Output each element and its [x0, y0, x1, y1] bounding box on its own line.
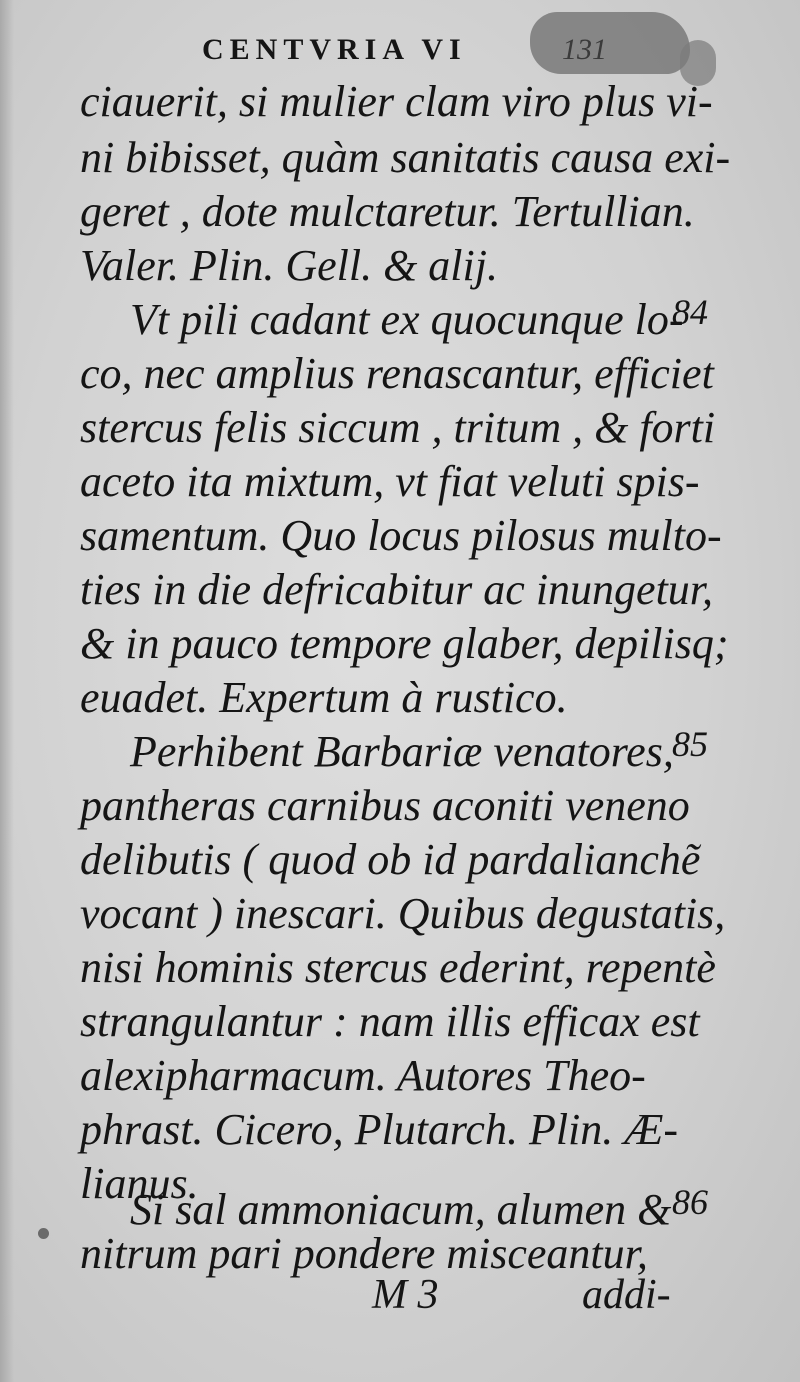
margin-number: 86: [672, 1182, 708, 1222]
ink-stain: [530, 12, 690, 74]
text-line: nisi hominis stercus ederint, repentè: [80, 943, 716, 992]
margin-number: 85: [672, 724, 708, 764]
text-line: delibutis ( quod ob id pardalianchẽ: [80, 835, 701, 884]
text-line: & in pauco tempore glaber, depilisq;: [80, 619, 729, 668]
page-edge-shadow: [0, 0, 14, 1382]
text-line: nitrum pari pondere misceantur,: [80, 1229, 648, 1278]
text-line: Valer. Plin. Gell. & alij.: [80, 241, 498, 290]
folio-number: 131: [562, 33, 607, 66]
catchword: addi-: [582, 1272, 671, 1318]
text-line: pantheras carnibus aconiti veneno: [80, 781, 690, 830]
margin-dot: [38, 1228, 49, 1239]
text-line: lianus.: [80, 1159, 199, 1208]
text-line: vocant ) inescari. Quibus degustatis,: [80, 889, 726, 938]
text-line: Si sal ammoniacum, alumen &: [130, 1185, 672, 1234]
text-line: Perhibent Barbariæ venatores,: [130, 727, 674, 776]
text-line: ties in die defricabitur ac inungetur,: [80, 565, 714, 614]
margin-number: 84: [672, 292, 708, 332]
text-line: euadet. Expertum à rustico.: [80, 673, 568, 722]
text-line: co, nec amplius renascantur, efficiet: [80, 349, 714, 398]
text-line: stercus felis siccum , tritum , & forti: [80, 403, 716, 452]
text-line: alexipharmacum. Autores Theo-: [80, 1051, 646, 1100]
running-title: CENTVRIA VI: [202, 33, 467, 66]
text-line: geret , dote mulctaretur. Tertullian.: [80, 187, 695, 236]
text-line: samentum. Quo locus pilosus multo-: [80, 511, 722, 560]
text-line: aceto ita mixtum, vt fiat veluti spis-: [80, 457, 700, 506]
signature-mark: M 3: [372, 1272, 439, 1318]
text-line: Vt pili cadant ex quocunque lo-: [130, 295, 684, 344]
text-line: strangulantur : nam illis efficax est: [80, 997, 700, 1046]
text-line: ciauerit, si mulier clam viro plus vi-: [80, 77, 713, 126]
text-line: phrast. Cicero, Plutarch. Plin. Æ-: [80, 1105, 679, 1154]
text-line: ni bibisset, quàm sanitatis causa exi-: [80, 133, 731, 182]
